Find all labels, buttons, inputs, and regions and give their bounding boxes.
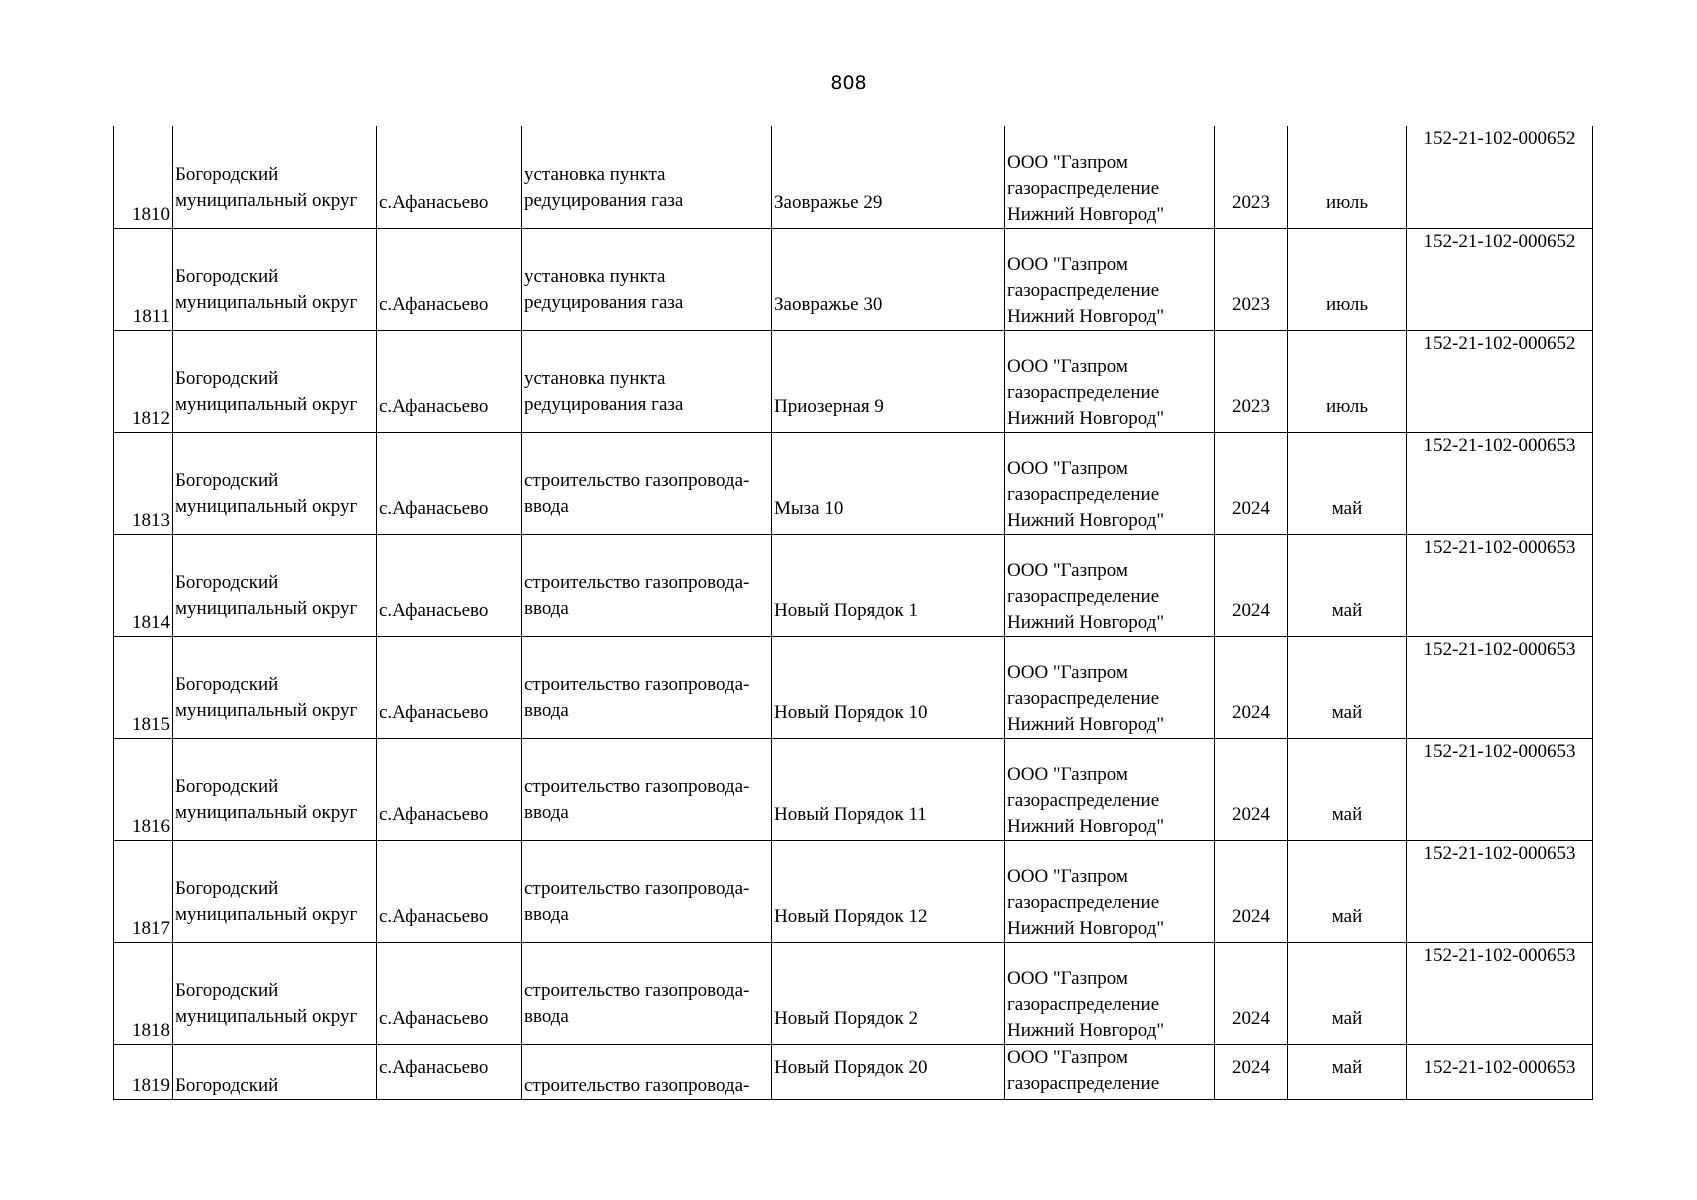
cell-organization <box>1005 126 1215 228</box>
cell-code: 152-21-102-000653 <box>1407 636 1593 738</box>
cell-organization <box>1005 228 1215 330</box>
cell-address: Приозерная 9 <box>772 330 1005 432</box>
cell-village: с.Афанасьево <box>377 534 522 636</box>
cell-organization-line: ООО "Газпром <box>1007 763 1128 785</box>
cell-work-type-line: установка пункта <box>524 367 666 389</box>
cell-district-line: Богородский <box>175 571 279 593</box>
table-row <box>114 432 1593 534</box>
cell-district-line: муниципальный округ <box>175 393 358 415</box>
cell-year: 2024 <box>1215 840 1288 942</box>
table-row <box>114 1044 1593 1099</box>
cell-district <box>173 738 377 840</box>
cell-organization-line: ООО "Газпром <box>1007 355 1128 377</box>
cell-district <box>173 942 377 1044</box>
cell-work-type-line: строительство газопровода- <box>524 775 750 797</box>
table-row <box>114 126 1593 228</box>
cell-district-line: Богородский <box>175 367 279 389</box>
cell-address: Новый Порядок 2 <box>772 942 1005 1044</box>
cell-work-type-line: ввода <box>524 903 569 925</box>
cell-organization <box>1005 534 1215 636</box>
cell-organization-line: газораспределение <box>1007 687 1160 709</box>
cell-year: 2024 <box>1215 738 1288 840</box>
cell-village: с.Афанасьево <box>377 432 522 534</box>
cell-address: Заовражье 29 <box>772 126 1005 228</box>
table-row <box>114 840 1593 942</box>
table-row <box>114 330 1593 432</box>
cell-code: 152-21-102-000652 <box>1407 228 1593 330</box>
cell-district-line: муниципальный округ <box>175 699 358 721</box>
cell-district <box>173 330 377 432</box>
cell-number: 1819 <box>114 1044 173 1099</box>
cell-organization-line: Нижний Новгород" <box>1007 815 1165 837</box>
cell-address: Новый Порядок 12 <box>772 840 1005 942</box>
cell-code: 152-21-102-000652 <box>1407 330 1593 432</box>
cell-organization-line: ООО "Газпром <box>1007 457 1128 479</box>
cell-village: с.Афанасьево <box>377 942 522 1044</box>
cell-year: 2023 <box>1215 228 1288 330</box>
cell-address: Мыза 10 <box>772 432 1005 534</box>
cell-month: май <box>1288 1044 1407 1099</box>
cell-organization <box>1005 330 1215 432</box>
cell-organization-line: ООО "Газпром <box>1007 661 1128 683</box>
cell-number: 1814 <box>114 534 173 636</box>
cell-district <box>173 126 377 228</box>
cell-village: с.Афанасьево <box>377 738 522 840</box>
cell-district <box>173 228 377 330</box>
cell-number: 1815 <box>114 636 173 738</box>
cell-organization-line: Нижний Новгород" <box>1007 305 1165 327</box>
cell-district-line: Богородский <box>175 673 279 695</box>
cell-work-type <box>522 636 772 738</box>
cell-year: 2024 <box>1215 534 1288 636</box>
cell-work-type-line: ввода <box>524 495 569 517</box>
cell-month: май <box>1288 738 1407 840</box>
cell-village: с.Афанасьево <box>377 1044 522 1099</box>
page-number: 808 <box>830 72 867 94</box>
cell-number: 1818 <box>114 942 173 1044</box>
cell-work-type <box>522 330 772 432</box>
cell-work-type-line: установка пункта <box>524 265 666 287</box>
cell-district-line: муниципальный округ <box>175 1005 358 1027</box>
cell-year: 2024 <box>1215 1044 1288 1099</box>
cell-district <box>173 636 377 738</box>
cell-month: июль <box>1288 126 1407 228</box>
cell-district <box>173 840 377 942</box>
cell-month: июль <box>1288 330 1407 432</box>
cell-organization-line: ООО "Газпром <box>1007 967 1128 989</box>
cell-number: 1810 <box>114 126 173 228</box>
cell-district-line: муниципальный округ <box>175 903 358 925</box>
cell-work-type-line: редуцирования газа <box>524 189 684 211</box>
cell-district-line: Богородский <box>175 469 279 491</box>
gasification-table <box>113 126 1593 1100</box>
cell-work-type-line: строительство газопровода- <box>524 1074 750 1096</box>
cell-number: 1817 <box>114 840 173 942</box>
cell-organization-line: Нижний Новгород" <box>1007 917 1165 939</box>
cell-district-line: Богородский <box>175 163 279 185</box>
table-body <box>114 126 1593 1099</box>
cell-district <box>173 534 377 636</box>
cell-month: май <box>1288 942 1407 1044</box>
cell-organization-line: ООО "Газпром <box>1007 559 1128 581</box>
cell-organization-line: Нижний Новгород" <box>1007 1019 1165 1041</box>
cell-organization-line: газораспределение <box>1007 381 1160 403</box>
cell-organization-line: газораспределение <box>1007 891 1160 913</box>
cell-work-type-line: строительство газопровода- <box>524 571 750 593</box>
cell-month: май <box>1288 432 1407 534</box>
cell-organization-line: Нижний Новгород" <box>1007 407 1165 429</box>
cell-address: Новый Порядок 10 <box>772 636 1005 738</box>
cell-district-line: муниципальный округ <box>175 495 358 517</box>
table-row <box>114 534 1593 636</box>
cell-month: май <box>1288 840 1407 942</box>
cell-district-line: муниципальный округ <box>175 597 358 619</box>
cell-work-type <box>522 432 772 534</box>
cell-village: с.Афанасьево <box>377 840 522 942</box>
cell-district-line: муниципальный округ <box>175 189 358 211</box>
cell-code: 152-21-102-000653 <box>1407 942 1593 1044</box>
cell-organization-line: Нижний Новгород" <box>1007 509 1165 531</box>
cell-organization-line: ООО "Газпром <box>1007 253 1128 275</box>
cell-organization <box>1005 840 1215 942</box>
cell-year: 2023 <box>1215 126 1288 228</box>
cell-work-type-line: редуцирования газа <box>524 291 684 313</box>
cell-work-type-line: ввода <box>524 597 569 619</box>
cell-code: 152-21-102-000653 <box>1407 1044 1593 1099</box>
cell-work-type-line: установка пункта <box>524 163 666 185</box>
cell-work-type <box>522 1044 772 1099</box>
cell-year: 2024 <box>1215 942 1288 1044</box>
cell-work-type-line: строительство газопровода- <box>524 979 750 1001</box>
cell-organization-line: газораспределение <box>1007 1072 1160 1094</box>
cell-district-line: Богородский <box>175 265 279 287</box>
cell-organization-line: газораспределение <box>1007 177 1160 199</box>
cell-district-line: Богородский <box>175 1074 279 1096</box>
cell-village: с.Афанасьево <box>377 636 522 738</box>
cell-district-line: Богородский <box>175 979 279 1001</box>
cell-village: с.Афанасьево <box>377 228 522 330</box>
cell-organization-line: Нижний Новгород" <box>1007 203 1165 225</box>
cell-year: 2024 <box>1215 432 1288 534</box>
table-row <box>114 738 1593 840</box>
cell-organization-line: газораспределение <box>1007 483 1160 505</box>
table-row <box>114 228 1593 330</box>
cell-village: с.Афанасьево <box>377 126 522 228</box>
cell-number: 1811 <box>114 228 173 330</box>
cell-work-type-line: строительство газопровода- <box>524 469 750 491</box>
cell-code: 152-21-102-000653 <box>1407 840 1593 942</box>
cell-organization-line: ООО "Газпром <box>1007 1046 1128 1068</box>
cell-address: Новый Порядок 20 <box>772 1044 1005 1099</box>
cell-organization-line: Нижний Новгород" <box>1007 713 1165 735</box>
cell-work-type <box>522 840 772 942</box>
cell-organization-line: газораспределение <box>1007 585 1160 607</box>
cell-code: 152-21-102-000653 <box>1407 534 1593 636</box>
cell-code: 152-21-102-000653 <box>1407 432 1593 534</box>
cell-work-type <box>522 534 772 636</box>
cell-village: с.Афанасьево <box>377 330 522 432</box>
cell-number: 1816 <box>114 738 173 840</box>
cell-district <box>173 432 377 534</box>
cell-year: 2023 <box>1215 330 1288 432</box>
cell-organization <box>1005 432 1215 534</box>
cell-district-line: Богородский <box>175 877 279 899</box>
table-row <box>114 636 1593 738</box>
cell-work-type-line: строительство газопровода- <box>524 877 750 899</box>
cell-organization-line: ООО "Газпром <box>1007 151 1128 173</box>
cell-work-type <box>522 942 772 1044</box>
cell-month: май <box>1288 636 1407 738</box>
cell-organization-line: Нижний Новгород" <box>1007 611 1165 633</box>
cell-organization-line: газораспределение <box>1007 993 1160 1015</box>
cell-code: 152-21-102-000652 <box>1407 126 1593 228</box>
cell-work-type-line: редуцирования газа <box>524 393 684 415</box>
cell-district-line: Богородский <box>175 775 279 797</box>
cell-work-type-line: ввода <box>524 801 569 823</box>
cell-code: 152-21-102-000653 <box>1407 738 1593 840</box>
cell-organization-line: газораспределение <box>1007 279 1160 301</box>
cell-organization <box>1005 738 1215 840</box>
cell-work-type-line: ввода <box>524 1005 569 1027</box>
cell-organization <box>1005 1044 1215 1099</box>
cell-district-line: муниципальный округ <box>175 801 358 823</box>
cell-district <box>173 1044 377 1099</box>
cell-work-type-line: строительство газопровода- <box>524 673 750 695</box>
cell-address: Новый Порядок 1 <box>772 534 1005 636</box>
cell-number: 1812 <box>114 330 173 432</box>
cell-month: май <box>1288 534 1407 636</box>
table-row <box>114 942 1593 1044</box>
cell-organization-line: ООО "Газпром <box>1007 865 1128 887</box>
cell-number: 1813 <box>114 432 173 534</box>
cell-work-type <box>522 126 772 228</box>
cell-district-line: муниципальный округ <box>175 291 358 313</box>
cell-month: июль <box>1288 228 1407 330</box>
cell-work-type <box>522 738 772 840</box>
cell-work-type <box>522 228 772 330</box>
cell-organization <box>1005 636 1215 738</box>
cell-address: Новый Порядок 11 <box>772 738 1005 840</box>
cell-address: Заовражье 30 <box>772 228 1005 330</box>
cell-organization-line: газораспределение <box>1007 789 1160 811</box>
cell-work-type-line: ввода <box>524 699 569 721</box>
cell-organization <box>1005 942 1215 1044</box>
cell-year: 2024 <box>1215 636 1288 738</box>
